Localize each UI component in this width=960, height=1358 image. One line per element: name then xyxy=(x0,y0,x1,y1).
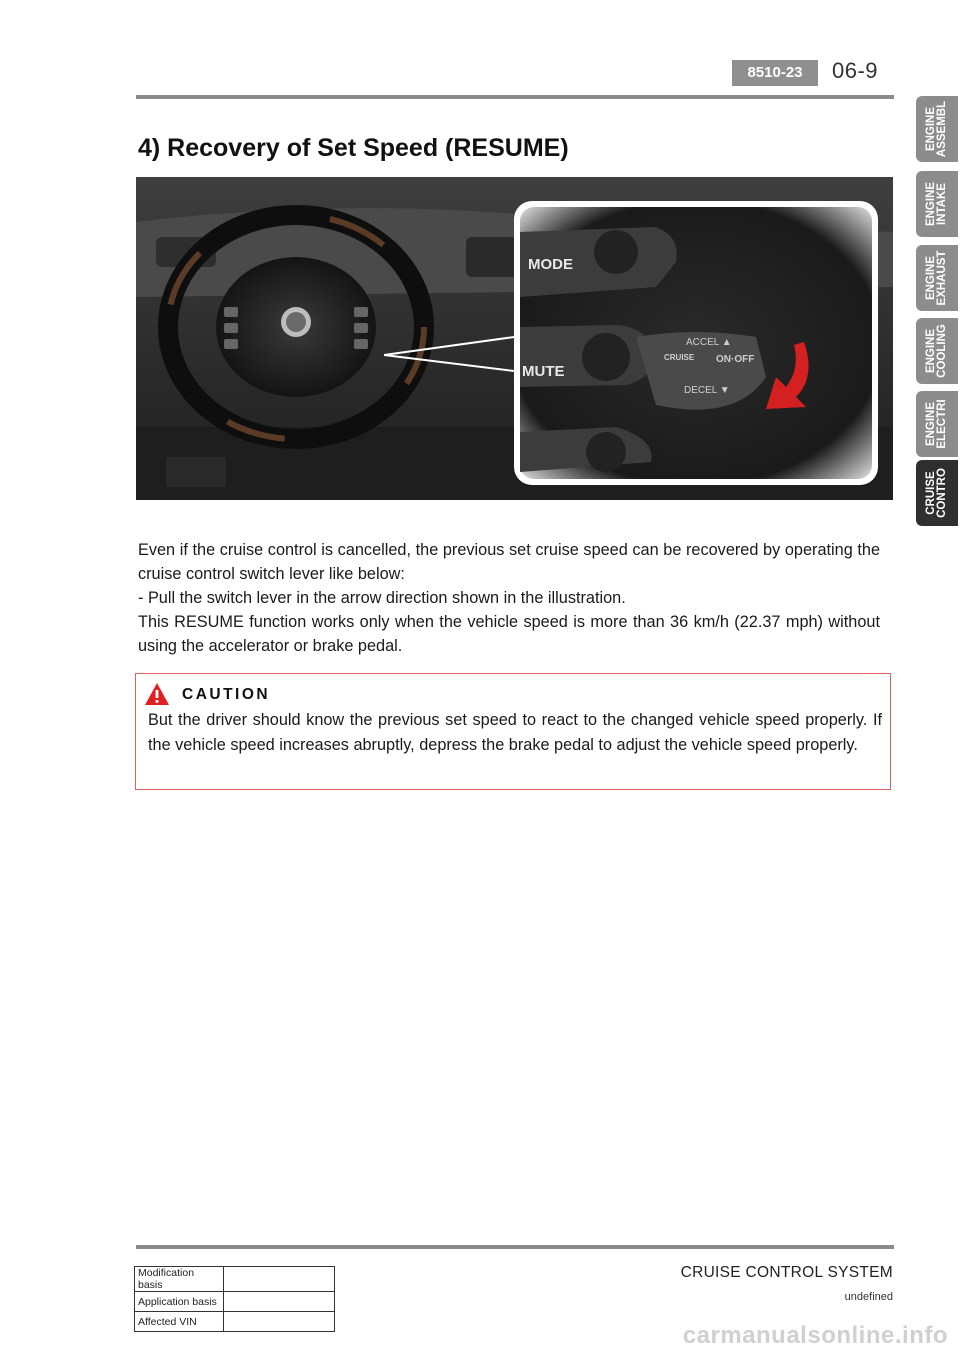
table-label: Application basis xyxy=(135,1292,224,1312)
side-tab-engine-assembly[interactable] xyxy=(916,96,958,162)
caution-text: But the driver should know the previous set speed to react to the changed vehicle speed properly. If the vehicle speed increases abruptly, depress the brake pedal to adjust the vehicle speed properly. xyxy=(148,711,882,754)
side-tab-label: CRUISE CONTRO xyxy=(925,468,948,518)
side-tab-engine-exhaust[interactable] xyxy=(916,245,958,311)
side-tab-label: ENGINE ASSEMBL xyxy=(925,100,948,158)
side-tab-label: ENGINE INTAKE xyxy=(925,181,948,227)
table-row xyxy=(135,1312,335,1332)
table-value xyxy=(224,1267,335,1292)
side-tab-engine-cooling[interactable] xyxy=(916,318,958,384)
mute-label: MUTE xyxy=(522,363,565,380)
side-tab-engine-intake[interactable] xyxy=(916,171,958,237)
footer-title: CRUISE CONTROL SYSTEM xyxy=(680,1264,893,1281)
warning-icon xyxy=(144,682,170,706)
side-tab-label: ENGINE ELECTRI xyxy=(925,399,948,449)
side-tab-label: ENGINE COOLING xyxy=(925,324,948,378)
body-paragraph: Even if the cruise control is cancelled, the previous set cruise speed can be recovered by operating the cruise control switch lever like below: xyxy=(138,541,880,583)
caution-title: CAUTION xyxy=(182,686,271,703)
side-tab-cruise-control[interactable] xyxy=(916,460,958,526)
accel-label: ACCEL ▲ xyxy=(686,337,732,348)
caution-box xyxy=(135,673,891,790)
watermark: carmanualsonline.info xyxy=(682,1322,948,1349)
on-off-label: ON·OFF xyxy=(716,354,755,365)
table-label: Modification basis xyxy=(135,1267,224,1292)
steering-wheel-illustration xyxy=(136,177,893,500)
body-paragraph: This RESUME function works only when the vehicle speed is more than 36 km/h (22.37 mph) without using the accelerator or brake pedal. xyxy=(138,613,880,655)
side-tab-engine-electrical[interactable] xyxy=(916,391,958,457)
body-paragraph: - Pull the switch lever in the arrow direction shown in the illustration. xyxy=(138,589,626,607)
footer-divider xyxy=(136,1245,894,1249)
side-tab-label: ENGINE EXHAUST xyxy=(925,250,948,306)
table-row xyxy=(135,1267,335,1292)
header-divider xyxy=(136,95,894,99)
cruise-label: CRUISE xyxy=(664,353,695,362)
page-number: 06-9 xyxy=(832,58,879,83)
table-row xyxy=(135,1292,335,1312)
decel-label: DECEL ▼ xyxy=(684,385,730,396)
section-heading: 4) Recovery of Set Speed (RESUME) xyxy=(138,134,569,162)
table-value xyxy=(224,1292,335,1312)
modification-info-table xyxy=(134,1266,335,1332)
mode-label: MODE xyxy=(528,256,573,273)
body-text xyxy=(138,538,880,658)
table-value xyxy=(224,1312,335,1332)
table-label: Affected VIN xyxy=(135,1312,224,1332)
section-code-badge: 8510-23 xyxy=(732,60,818,86)
footer-subtitle: undefined xyxy=(844,1291,893,1303)
